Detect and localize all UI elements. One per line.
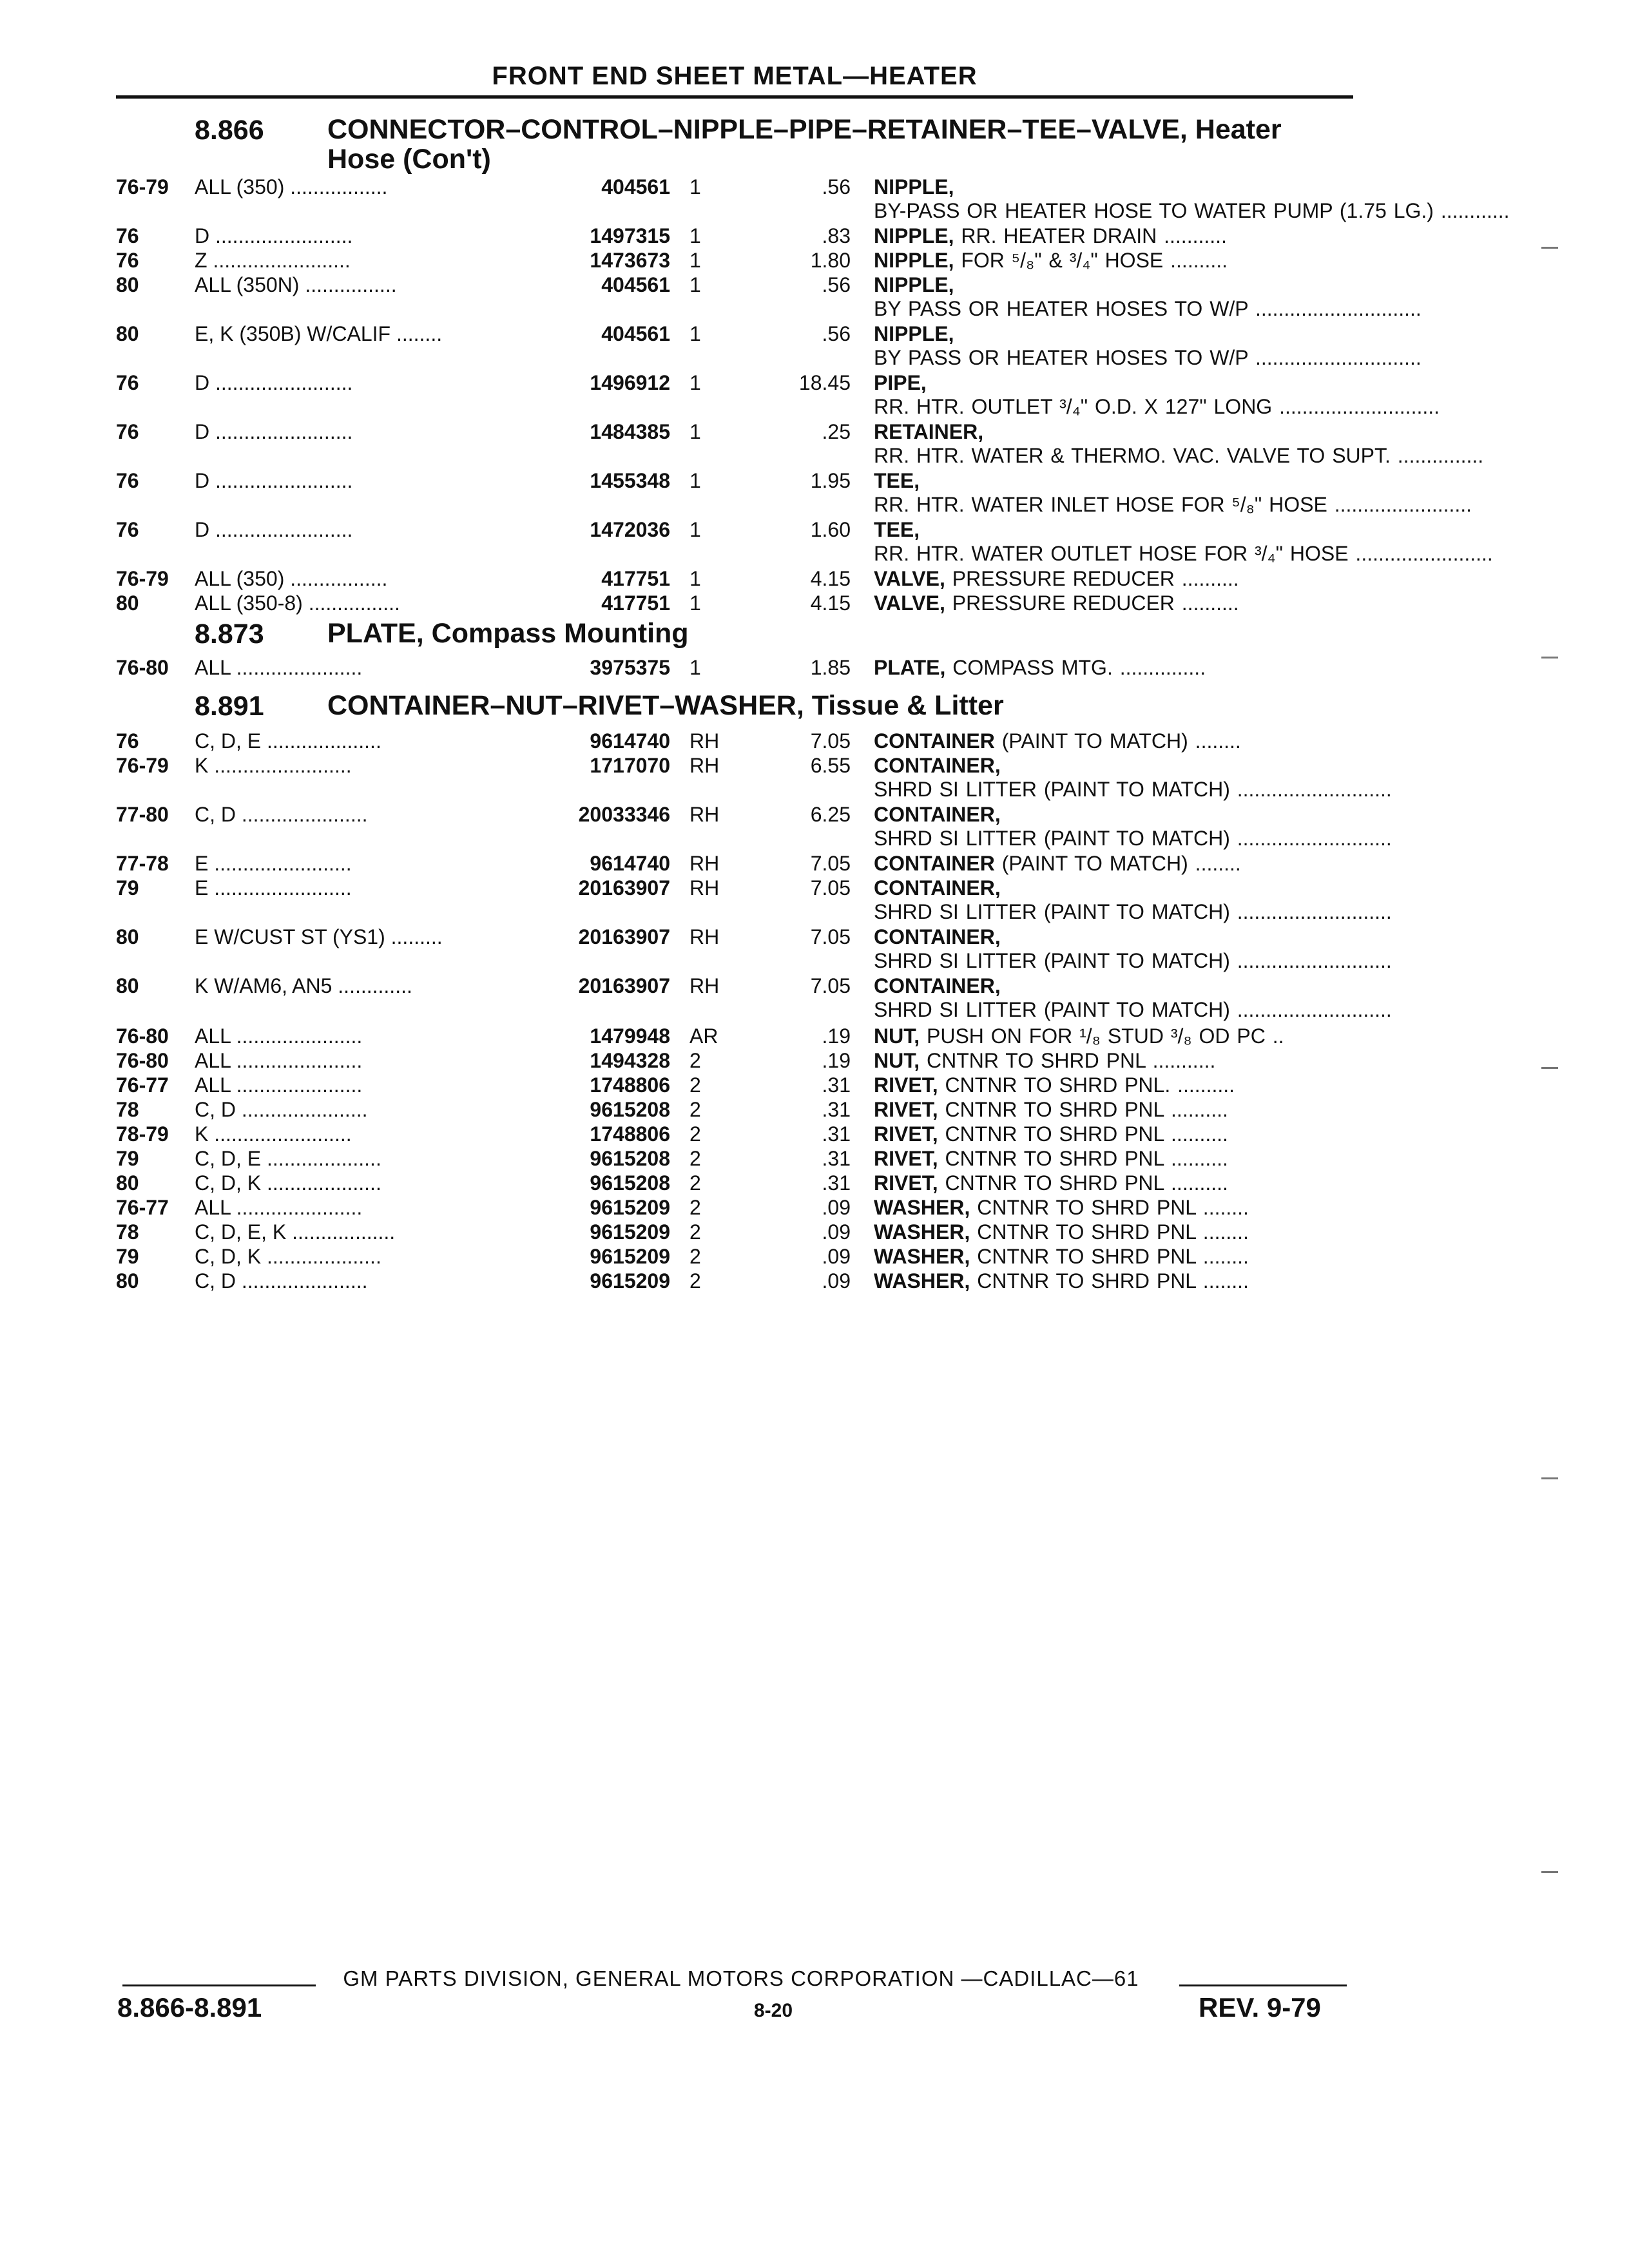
price: 7.05 [810, 852, 851, 875]
description-detail: RR. HTR. WATER OUTLET HOSE FOR ³/₄" HOSE ........................ [874, 542, 1493, 565]
model-year: 76-79 [116, 754, 169, 777]
part-number: 20163907 [578, 876, 670, 899]
part-number: 1484385 [590, 420, 670, 443]
part-number: 9615208 [590, 1171, 670, 1195]
model-series: C, D, E .................... [195, 1147, 381, 1170]
description-detail: SHRD SI LITTER (PAINT TO MATCH) ........................... [874, 778, 1392, 801]
quantity: 1 [689, 656, 701, 679]
model-year: 76-80 [116, 1049, 169, 1072]
part-number: 1496912 [590, 371, 670, 394]
model-series: ALL (350-8) ................ [195, 591, 400, 615]
price: 18.45 [798, 371, 851, 394]
part-name: WASHER, [874, 1245, 970, 1268]
margin-mark [1541, 1477, 1558, 1479]
part-description [874, 322, 1422, 370]
part-name: TEE, [874, 518, 920, 541]
price: .09 [822, 1269, 851, 1293]
description-text [874, 1098, 1344, 1122]
part-description [874, 273, 1422, 321]
description-detail: BY PASS OR HEATER HOSES TO W/P ............................. [874, 346, 1422, 369]
part-name: VALVE, [874, 567, 945, 590]
description-text [874, 273, 1422, 321]
part-number: 9615209 [590, 1269, 670, 1293]
part-name: CONTAINER, [874, 974, 1001, 997]
part-description [874, 1269, 1344, 1293]
part-name: NIPPLE, [874, 322, 954, 345]
price: .31 [822, 1122, 851, 1146]
part-description [874, 469, 1472, 517]
description-detail: SHRD SI LITTER (PAINT TO MATCH) ........................... [874, 949, 1392, 972]
model-series: C, D ...................... [195, 1269, 368, 1293]
part-description [874, 518, 1493, 566]
description-detail: CNTNR TO SHRD PNL. .......... [938, 1073, 1235, 1097]
part-description [874, 1024, 1344, 1048]
price: .19 [822, 1024, 851, 1048]
part-number: 20033346 [578, 803, 670, 826]
price: 1.60 [810, 518, 851, 541]
description-detail: RR. HEATER DRAIN ........... [954, 224, 1227, 247]
description-text [874, 852, 1344, 876]
part-number: 20163907 [578, 974, 670, 997]
header-rule [116, 95, 1353, 99]
model-year: 80 [116, 1269, 139, 1293]
model-series: E W/CUST ST (YS1) ......... [195, 925, 443, 948]
section-number: 8.891 [195, 691, 264, 722]
price: 6.55 [810, 754, 851, 777]
model-year: 76-80 [116, 656, 169, 679]
model-series: C, D, K .................... [195, 1245, 381, 1268]
quantity: 1 [689, 249, 701, 272]
model-year: 76-77 [116, 1073, 169, 1097]
description-detail: PRESSURE REDUCER .......... [945, 567, 1239, 590]
model-year: 80 [116, 591, 139, 615]
part-number: 1497315 [590, 224, 670, 247]
footer-section-range: 8.866-8.891 [117, 1992, 262, 2023]
part-name: RIVET, [874, 1098, 938, 1121]
model-series: ALL (350N) ................ [195, 273, 397, 296]
price: .31 [822, 1171, 851, 1195]
margin-mark [1541, 1871, 1558, 1873]
quantity: 2 [689, 1269, 701, 1293]
quantity: 2 [689, 1196, 701, 1219]
part-description [874, 1098, 1344, 1122]
model-year: 76 [116, 469, 139, 492]
description-text [874, 518, 1493, 566]
model-year: 76 [116, 371, 139, 394]
quantity: RH [689, 974, 720, 997]
model-year: 77-80 [116, 803, 169, 826]
description-text [874, 1073, 1344, 1097]
model-series: ALL ...................... [195, 1049, 363, 1072]
part-number: 1748806 [590, 1122, 670, 1146]
model-series: C, D ...................... [195, 1098, 368, 1121]
page-title: FRONT END SHEET METAL—HEATER [492, 62, 978, 90]
part-number: 9615208 [590, 1147, 670, 1170]
quantity: 2 [689, 1049, 701, 1072]
model-series: ALL ...................... [195, 656, 363, 679]
quantity: RH [689, 876, 720, 899]
part-name: WASHER, [874, 1196, 970, 1219]
part-description [874, 224, 1344, 248]
description-detail: CNTNR TO SHRD PNL ........ [970, 1220, 1249, 1244]
part-number: 20163907 [578, 925, 670, 948]
description-text [874, 876, 1392, 924]
model-year: 80 [116, 322, 139, 345]
description-detail: SHRD SI LITTER (PAINT TO MATCH) ........................... [874, 998, 1392, 1021]
price: .09 [822, 1220, 851, 1244]
description-text [874, 591, 1344, 615]
description-text [874, 567, 1344, 591]
price: .56 [822, 322, 851, 345]
quantity: RH [689, 925, 720, 948]
model-series: ALL ...................... [195, 1073, 363, 1097]
model-year: 76-79 [116, 567, 169, 590]
part-number: 9615209 [590, 1196, 670, 1219]
model-year: 78 [116, 1220, 139, 1244]
part-description [874, 656, 1344, 680]
description-text [874, 1049, 1344, 1073]
description-text [874, 974, 1392, 1022]
description-detail: RR. HTR. WATER & THERMO. VAC. VALVE TO SUPT. ............... [874, 444, 1484, 467]
part-name: CONTAINER, [874, 803, 1001, 826]
part-name: CONTAINER [874, 729, 995, 753]
model-year: 76 [116, 249, 139, 272]
part-description [874, 1049, 1344, 1073]
model-series: ALL ...................... [195, 1024, 363, 1048]
price: 7.05 [810, 876, 851, 899]
description-text [874, 224, 1344, 248]
section-number: 8.873 [195, 619, 264, 649]
model-series: C, D, E .................... [195, 729, 381, 753]
part-number: 404561 [601, 322, 670, 345]
model-series: K W/AM6, AN5 ............. [195, 974, 412, 997]
part-number: 1473673 [590, 249, 670, 272]
part-name: RIVET, [874, 1122, 938, 1146]
quantity: 2 [689, 1122, 701, 1146]
part-description [874, 249, 1344, 273]
quantity: 1 [689, 371, 701, 394]
section-number: 8.866 [195, 115, 264, 146]
model-year: 76-79 [116, 175, 169, 198]
model-series: ALL (350) ................. [195, 175, 388, 198]
description-text [874, 322, 1422, 370]
quantity: 1 [689, 469, 701, 492]
margin-mark [1541, 1067, 1558, 1069]
model-series: E ........................ [195, 876, 352, 899]
footer-rule-left [122, 1984, 316, 1986]
part-number: 1455348 [590, 469, 670, 492]
quantity: 2 [689, 1098, 701, 1121]
description-detail: (PAINT TO MATCH) ........ [994, 729, 1241, 753]
description-detail: BY-PASS OR HEATER HOSE TO WATER PUMP (1.75 LG.) ............ [874, 199, 1510, 222]
description-detail: CNTNR TO SHRD PNL ........ [970, 1196, 1249, 1219]
part-description [874, 371, 1440, 419]
part-name: NUT, [874, 1024, 920, 1048]
description-detail: PRESSURE REDUCER .......... [945, 591, 1239, 615]
description-detail: RR. HTR. OUTLET ³/₄" O.D. X 127" LONG ............................ [874, 395, 1440, 418]
description-text [874, 175, 1510, 223]
section-title: CONNECTOR–CONTROL–NIPPLE–PIPE–RETAINER–TEE–VALVE, Heater Hose (Con't) [327, 114, 1282, 175]
description-detail: (PAINT TO MATCH) ........ [994, 852, 1241, 875]
section-title: CONTAINER–NUT–RIVET–WASHER, Tissue & Litter [327, 690, 1004, 721]
part-name: CONTAINER [874, 852, 995, 875]
quantity: 1 [689, 224, 701, 247]
quantity: 1 [689, 420, 701, 443]
quantity: 2 [689, 1147, 701, 1170]
description-text [874, 1220, 1344, 1244]
quantity: 2 [689, 1220, 701, 1244]
part-description [874, 1073, 1344, 1097]
footer-rule-right [1179, 1984, 1347, 1986]
model-series: C, D, K .................... [195, 1171, 381, 1195]
description-detail: CNTNR TO SHRD PNL ........... [920, 1049, 1216, 1072]
part-number: 9615208 [590, 1098, 670, 1121]
model-series: D ........................ [195, 518, 353, 541]
part-description [874, 420, 1484, 468]
part-number: 1479948 [590, 1024, 670, 1048]
part-name: CONTAINER, [874, 876, 1001, 899]
part-name: NIPPLE, [874, 175, 954, 198]
price: 1.85 [810, 656, 851, 679]
description-text [874, 469, 1472, 517]
description-detail: SHRD SI LITTER (PAINT TO MATCH) ........................... [874, 900, 1392, 923]
description-text [874, 1122, 1344, 1146]
model-year: 76 [116, 729, 139, 753]
model-year: 79 [116, 1245, 139, 1268]
part-number: 1494328 [590, 1049, 670, 1072]
part-name: CONTAINER, [874, 925, 1001, 948]
description-text [874, 1245, 1344, 1269]
price: 6.25 [810, 803, 851, 826]
description-text [874, 1147, 1344, 1171]
model-series: C, D ...................... [195, 803, 368, 826]
price: .31 [822, 1147, 851, 1170]
part-name: NIPPLE, [874, 224, 954, 247]
part-number: 417751 [601, 567, 670, 590]
model-series: E, K (350B) W/CALIF ........ [195, 322, 443, 345]
quantity: 1 [689, 175, 701, 198]
part-number: 1472036 [590, 518, 670, 541]
part-name: TEE, [874, 469, 920, 492]
footer-publisher: GM PARTS DIVISION, GENERAL MOTORS CORPORATION —CADILLAC—61 [343, 1966, 1139, 1990]
quantity: 2 [689, 1171, 701, 1195]
description-detail: CNTNR TO SHRD PNL .......... [938, 1147, 1228, 1170]
price: 1.80 [810, 249, 851, 272]
part-number: 9614740 [590, 729, 670, 753]
part-description [874, 591, 1344, 615]
model-year: 76 [116, 420, 139, 443]
margin-mark [1541, 657, 1558, 658]
model-year: 78-79 [116, 1122, 169, 1146]
margin-mark [1541, 247, 1558, 249]
description-detail: CNTNR TO SHRD PNL .......... [938, 1122, 1228, 1146]
part-description [874, 1122, 1344, 1146]
description-text [874, 1196, 1344, 1220]
part-description [874, 925, 1392, 973]
price: .09 [822, 1245, 851, 1268]
part-description [874, 1220, 1344, 1244]
model-series: K ........................ [195, 1122, 352, 1146]
part-description [874, 852, 1344, 876]
section-title: PLATE, Compass Mounting [327, 618, 689, 649]
model-year: 80 [116, 925, 139, 948]
part-number: 404561 [601, 175, 670, 198]
quantity: RH [689, 852, 720, 875]
footer-page-number: 8-20 [753, 2000, 793, 2021]
part-description [874, 1147, 1344, 1171]
description-detail: PUSH ON FOR ¹/₈ STUD ³/₈ OD PC .. [920, 1024, 1284, 1048]
part-description [874, 876, 1392, 924]
price: 7.05 [810, 729, 851, 753]
description-text [874, 1024, 1344, 1048]
description-detail: FOR ⁵/₈" & ³/₄" HOSE .......... [954, 249, 1228, 272]
price: .83 [822, 224, 851, 247]
quantity: 1 [689, 322, 701, 345]
part-description [874, 1196, 1344, 1220]
part-number: 1748806 [590, 1073, 670, 1097]
part-name: NUT, [874, 1049, 920, 1072]
part-name: RIVET, [874, 1171, 938, 1195]
model-year: 80 [116, 1171, 139, 1195]
model-year: 79 [116, 1147, 139, 1170]
description-detail: CNTNR TO SHRD PNL .......... [938, 1098, 1228, 1121]
quantity: RH [689, 729, 720, 753]
part-description [874, 1245, 1344, 1269]
quantity: 2 [689, 1245, 701, 1268]
description-detail: RR. HTR. WATER INLET HOSE FOR ⁵/₈" HOSE ........................ [874, 493, 1472, 516]
part-number: 9615209 [590, 1245, 670, 1268]
description-text [874, 1171, 1344, 1195]
quantity: 1 [689, 273, 701, 296]
price: 4.15 [810, 591, 851, 615]
description-text [874, 925, 1392, 973]
part-name: PLATE, [874, 656, 946, 679]
description-text [874, 371, 1440, 419]
model-series: ALL ...................... [195, 1196, 363, 1219]
description-text [874, 803, 1392, 850]
quantity: RH [689, 754, 720, 777]
model-year: 76 [116, 518, 139, 541]
part-description [874, 729, 1344, 753]
part-description [874, 1171, 1344, 1195]
model-series: K ........................ [195, 754, 352, 777]
price: .09 [822, 1196, 851, 1219]
model-series: D ........................ [195, 420, 353, 443]
part-number: 3975375 [590, 656, 670, 679]
part-name: NIPPLE, [874, 249, 954, 272]
price: .56 [822, 175, 851, 198]
quantity: 1 [689, 591, 701, 615]
part-description [874, 754, 1392, 802]
part-name: PIPE, [874, 371, 927, 394]
description-text [874, 754, 1392, 802]
description-text [874, 249, 1344, 273]
price: 7.05 [810, 974, 851, 997]
part-name: RETAINER, [874, 420, 984, 443]
part-number: 404561 [601, 273, 670, 296]
price: .31 [822, 1073, 851, 1097]
part-number: 9614740 [590, 852, 670, 875]
model-year: 78 [116, 1098, 139, 1121]
description-detail: CNTNR TO SHRD PNL ........ [970, 1245, 1249, 1268]
description-detail: SHRD SI LITTER (PAINT TO MATCH) ........................... [874, 827, 1392, 850]
model-series: E ........................ [195, 852, 352, 875]
part-number: 417751 [601, 591, 670, 615]
price: .31 [822, 1098, 851, 1121]
quantity: AR [689, 1024, 718, 1048]
model-series: Z ........................ [195, 249, 351, 272]
price: .56 [822, 273, 851, 296]
quantity: 1 [689, 567, 701, 590]
part-description [874, 974, 1392, 1022]
part-name: RIVET, [874, 1073, 938, 1097]
price: .25 [822, 420, 851, 443]
model-year: 77-78 [116, 852, 169, 875]
part-description [874, 567, 1344, 591]
part-name: WASHER, [874, 1269, 970, 1293]
description-detail: COMPASS MTG. ............... [945, 656, 1206, 679]
description-detail: CNTNR TO SHRD PNL ........ [970, 1269, 1249, 1293]
model-year: 80 [116, 273, 139, 296]
part-description [874, 803, 1392, 850]
quantity: 2 [689, 1073, 701, 1097]
price: 1.95 [810, 469, 851, 492]
quantity: 1 [689, 518, 701, 541]
footer-revision: REV. 9-79 [1199, 1992, 1321, 2023]
description-text [874, 729, 1344, 753]
model-year: 76-77 [116, 1196, 169, 1219]
description-text [874, 656, 1344, 680]
price: 7.05 [810, 925, 851, 948]
model-year: 79 [116, 876, 139, 899]
model-series: D ........................ [195, 224, 353, 247]
description-detail: CNTNR TO SHRD PNL .......... [938, 1171, 1228, 1195]
description-text [874, 1269, 1344, 1293]
part-name: VALVE, [874, 591, 945, 615]
model-year: 76-80 [116, 1024, 169, 1048]
part-name: WASHER, [874, 1220, 970, 1244]
price: 4.15 [810, 567, 851, 590]
quantity: RH [689, 803, 720, 826]
description-detail: BY PASS OR HEATER HOSES TO W/P ............................. [874, 297, 1422, 320]
model-series: ALL (350) ................. [195, 567, 388, 590]
part-number: 1717070 [590, 754, 670, 777]
part-name: NIPPLE, [874, 273, 954, 296]
model-series: D ........................ [195, 469, 353, 492]
description-text [874, 420, 1484, 468]
part-number: 9615209 [590, 1220, 670, 1244]
part-name: RIVET, [874, 1147, 938, 1170]
price: .19 [822, 1049, 851, 1072]
part-description [874, 175, 1510, 223]
part-name: CONTAINER, [874, 754, 1001, 777]
model-series: C, D, E, K .................. [195, 1220, 396, 1244]
model-year: 80 [116, 974, 139, 997]
model-year: 76 [116, 224, 139, 247]
model-series: D ........................ [195, 371, 353, 394]
